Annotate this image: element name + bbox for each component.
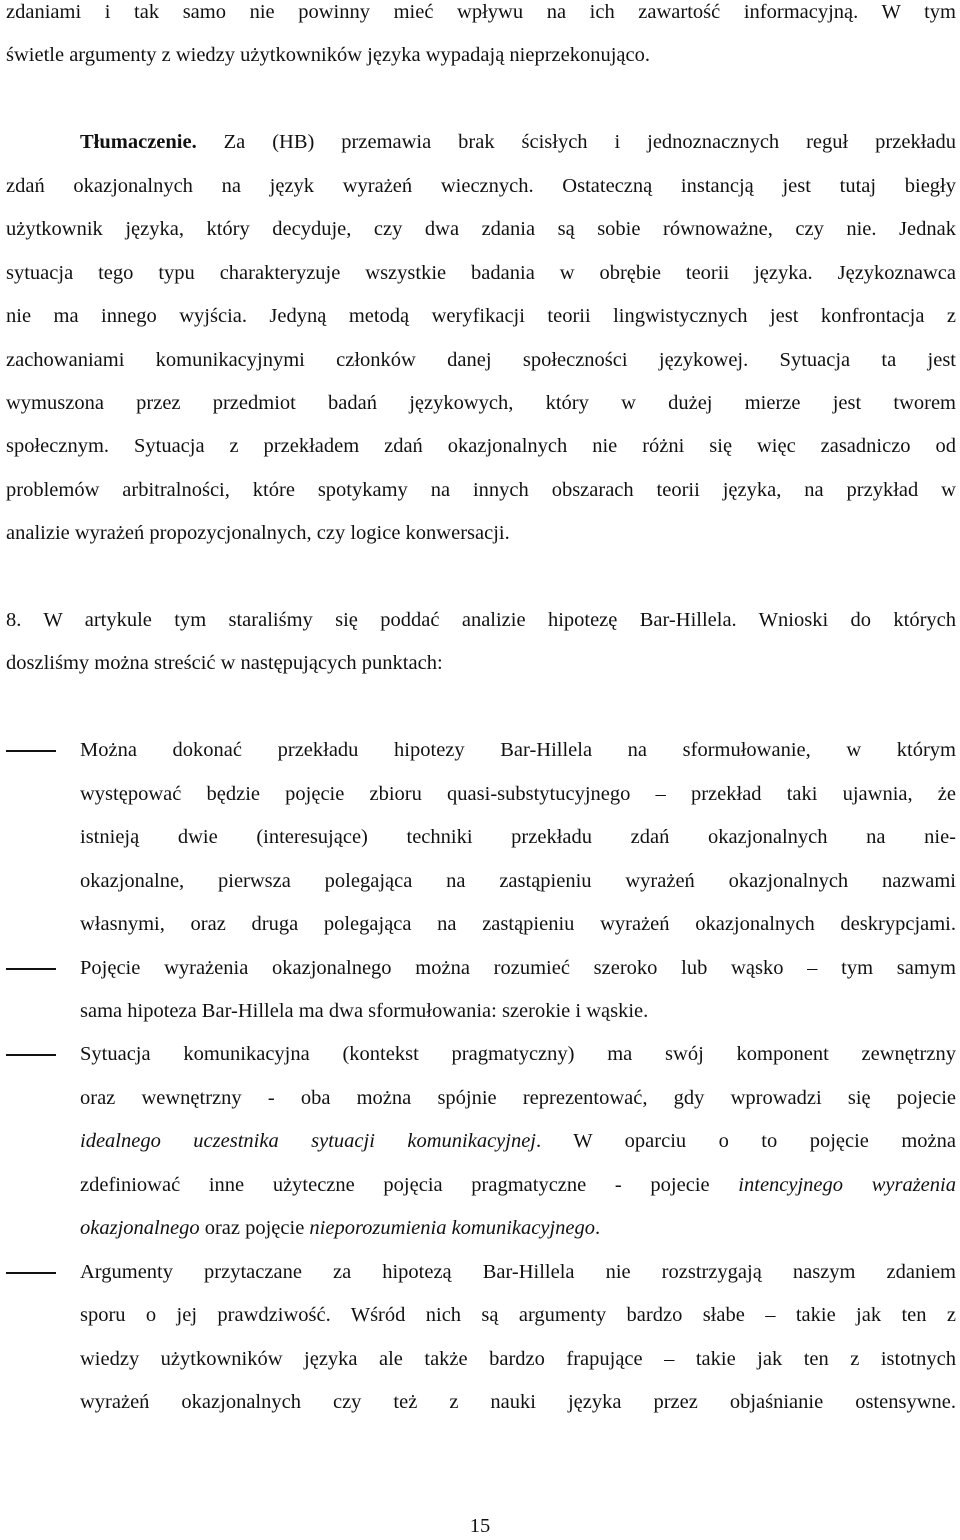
text-line: Pojęcie wyrażenia okazjonalnego można rozumieć szeroko lub wąsko – tym samym	[80, 957, 956, 979]
text-line: zdaniami i tak samo nie powinny mieć wpływu na ich zawartość informacyjną. W tym	[6, 1, 956, 23]
text-segment: .	[595, 1217, 601, 1239]
text-line: użytkownik języka, który decyduje, czy dwa zdania są sobie równoważne, czy nie. Jednak	[6, 218, 956, 240]
text-line: analizie wyrażeń propozycjonalnych, czy logice konwersacji.	[6, 522, 510, 544]
text-segment: . W oparciu o to pojęcie można	[536, 1130, 956, 1152]
text-line: doszliśmy można streścić w następujących punktach:	[6, 652, 443, 674]
text-line: świetle argumenty z wiedzy użytkowników języka wypadają nieprzekonująco.	[6, 44, 651, 66]
text-line: Argumenty przytaczane za hipotezą Bar-Hillela nie rozstrzygają naszym zdaniem	[80, 1261, 956, 1283]
text-line: zdań okazjonalnych na język wyrażeń wiecznych. Ostateczną instancją jest tutaj biegły	[6, 175, 956, 197]
text-line: sytuacja tego typu charakteryzuje wszystkie badania w obrębie teorii języka. Językoznawca	[6, 262, 956, 284]
italic-term: nieporozumienia komunikacyjnego	[309, 1217, 596, 1239]
text-line	[80, 1213, 956, 1243]
text-line: 8. W artykule tym staraliśmy się poddać analizie hipotezę Bar-Hillela. Wnioski do których	[6, 609, 956, 631]
dash-bullet	[6, 750, 56, 752]
dash-bullet	[6, 1054, 56, 1056]
text-line: sama hipoteza Bar-Hillela ma dwa sformułowania: szerokie i wąskie.	[80, 1000, 649, 1022]
text-segment: zdefiniować inne użyteczne pojęcia pragmatyczne - pojecie	[80, 1174, 739, 1196]
text-line: wiedzy użytkowników języka ale także bardzo frapujące – takie jak ten z istotnych	[80, 1348, 956, 1370]
text-line: zachowaniami komunikacyjnymi członków danej społeczności językowej. Sytuacja ta jest	[6, 349, 956, 371]
text-line: sporu o jej prawdziwość. Wśród nich są argumenty bardzo słabe – takie jak ten z	[80, 1304, 956, 1326]
text-line: istnieją dwie (interesujące) techniki przekładu zdań okazjonalnych na nie-	[80, 826, 956, 848]
dash-bullet	[6, 968, 56, 970]
text-line: Sytuacja komunikacyjna (kontekst pragmatyczny) ma swój komponent zewnętrzny	[80, 1043, 956, 1065]
text-line: wyrażeń okazjonalnych czy też z nauki języka przez objaśnianie ostensywne.	[80, 1391, 956, 1413]
text-line: społecznym. Sytuacja z przekładem zdań okazjonalnych nie różni się więc zasadniczo od	[6, 435, 956, 457]
text-line: okazjonalne, pierwsza polegająca na zastąpieniu wyrażeń okazjonalnych nazwami	[80, 870, 956, 892]
text-line: występować będzie pojęcie zbioru quasi-substytucyjnego – przekład taki ujawnia, że	[80, 783, 956, 805]
text-line: nie ma innego wyjścia. Jedyną metodą weryfikacji teorii lingwistycznych jest konfrontacja z	[6, 305, 956, 327]
text-segment: oraz pojęcie	[199, 1217, 310, 1239]
paragraph-heading: Tłumaczenie.	[80, 131, 197, 153]
page-number: 15	[469, 1515, 491, 1537]
text-line	[80, 127, 956, 157]
text-segment: Za (HB) przemawia brak ścisłych i jednoznacznych reguł przekładu	[196, 131, 956, 153]
italic-term: idealnego uczestnika sytuacji komunikacyjnej	[80, 1130, 537, 1152]
text-line: wymuszona przez przedmiot badań językowych, który w dużej mierze jest tworem	[6, 392, 956, 414]
text-line: oraz wewnętrzny - oba można spójnie reprezentować, gdy wprowadzi się pojecie	[80, 1087, 956, 1109]
dash-bullet	[6, 1272, 56, 1274]
text-line: własnymi, oraz druga polegająca na zastąpieniu wyrażeń okazjonalnych deskrypcjami.	[80, 913, 956, 935]
italic-term: okazjonalnego	[80, 1217, 200, 1239]
italic-term: intencyjnego wyrażenia	[738, 1174, 956, 1196]
text-line: problemów arbitralności, które spotykamy na innych obszarach teorii języka, na przykład w	[6, 479, 956, 501]
text-line	[80, 1126, 956, 1156]
text-line	[80, 1170, 956, 1200]
text-line: Można dokonać przekładu hipotezy Bar-Hillela na sformułowanie, w którym	[80, 739, 956, 761]
